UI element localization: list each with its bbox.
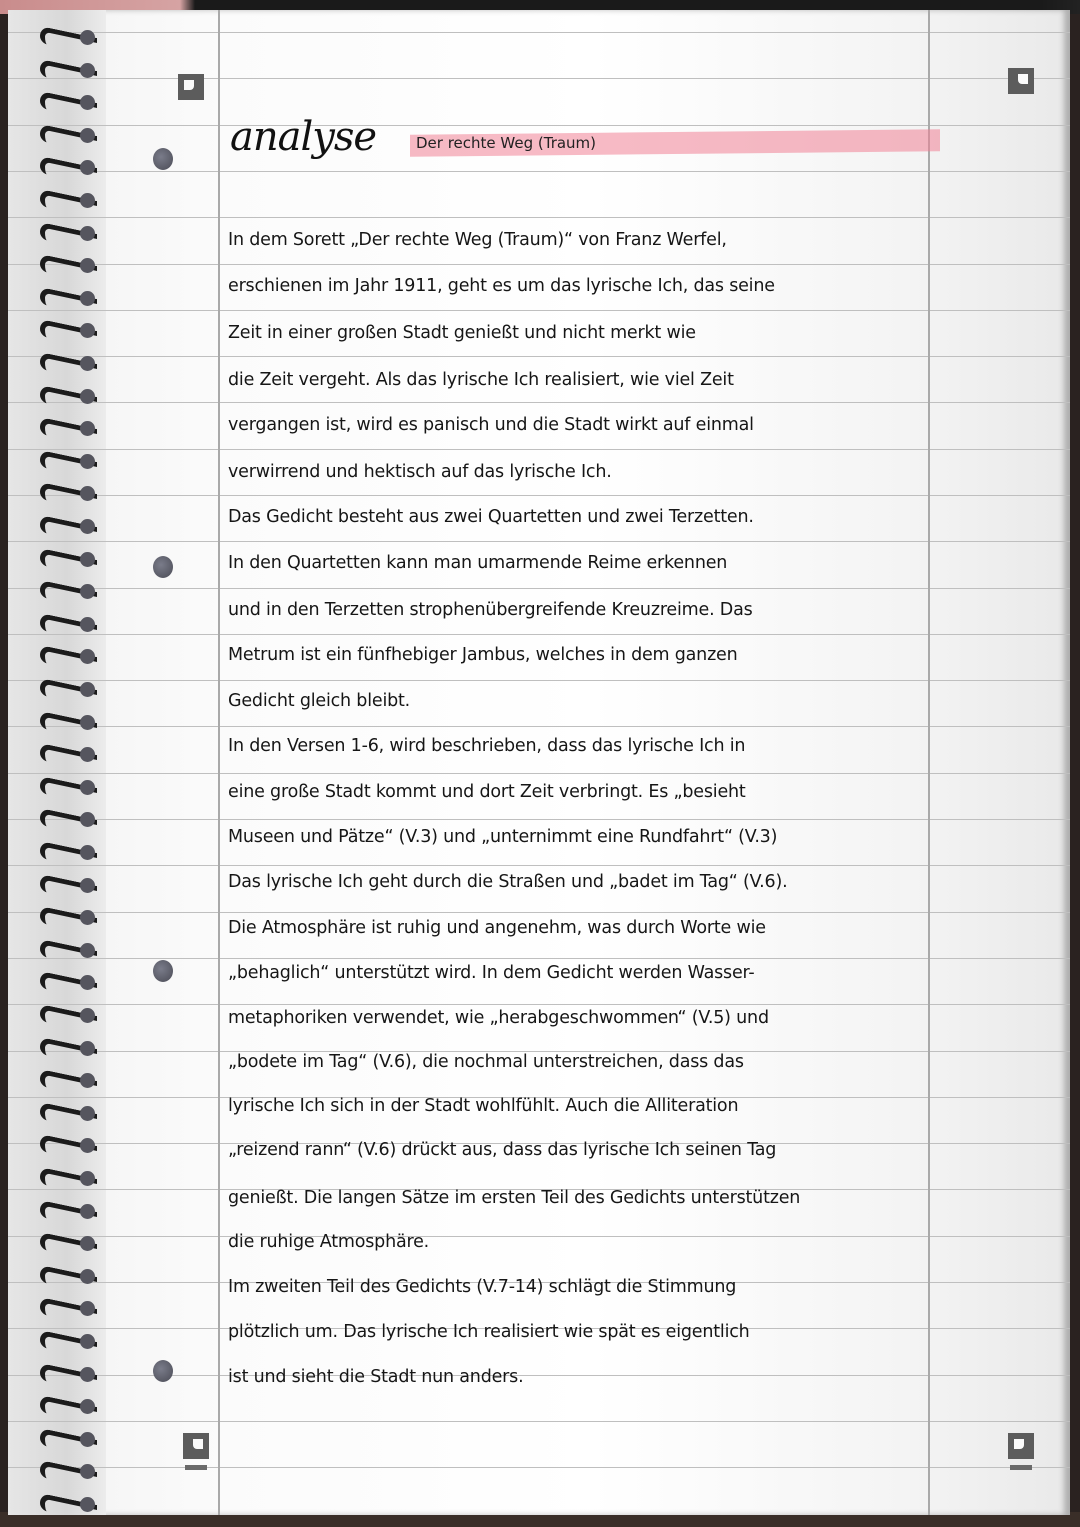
ruled-line [8, 356, 1070, 357]
ruled-line [8, 726, 1070, 727]
notebook-page [8, 10, 1070, 1515]
coil-hole [80, 1073, 95, 1088]
coil-hole [80, 193, 95, 208]
ruled-line [8, 680, 1070, 681]
coil-hole [80, 323, 95, 338]
spiral-coil-icon [36, 810, 98, 832]
margin-line-left [218, 10, 220, 1515]
corner-mark-top-right-icon [1008, 68, 1034, 94]
spiral-coil-icon [36, 908, 98, 930]
corner-mark-bottom-right-icon [1008, 1433, 1034, 1459]
ruled-line [8, 773, 1070, 774]
coil-hole [80, 1236, 95, 1251]
ruled-line [8, 1467, 1070, 1468]
spiral-coil-icon [36, 1039, 98, 1061]
corner-mark-bottom-left-icon [183, 1433, 209, 1459]
text-line: „bodete im Tag“ (V.6), die nochmal unterstreichen, dass das [228, 1052, 744, 1072]
coil-hole [80, 486, 95, 501]
spiral-coil-icon [36, 550, 98, 572]
spiral-coil-icon [36, 876, 98, 898]
coil-hole [80, 226, 95, 241]
text-line: die ruhige Atmosphäre. [228, 1232, 430, 1252]
spiral-coil-icon [36, 1462, 98, 1484]
coil-hole [80, 1041, 95, 1056]
spiral-coil-icon [36, 1365, 98, 1387]
ruled-line [8, 1421, 1070, 1422]
coil-hole [80, 1106, 95, 1121]
punch-hole-icon [153, 1360, 173, 1382]
coil-hole [80, 30, 95, 45]
coil-hole [80, 454, 95, 469]
coil-hole [80, 617, 95, 632]
punch-hole-icon [153, 556, 173, 578]
spiral-coil-icon [36, 1071, 98, 1093]
coil-hole [80, 1269, 95, 1284]
coil-hole [80, 975, 95, 990]
text-line: vergangen ist, wird es panisch und die Stadt wirkt auf einmal [228, 415, 754, 435]
spiral-coil-icon [36, 158, 98, 180]
text-line: ist und sieht die Stadt nun anders. [228, 1367, 524, 1387]
text-line: Museen und Pätze“ (V.3) und „unternimmt eine Rundfahrt“ (V.3) [228, 827, 778, 847]
punch-hole-icon [153, 148, 173, 170]
coil-hole [80, 421, 95, 436]
spiral-coil-icon [36, 289, 98, 311]
spiral-coil-icon [36, 680, 98, 702]
page-title: analyse [230, 114, 377, 160]
spiral-coil-icon [36, 713, 98, 735]
ruled-line [8, 310, 1070, 311]
spiral-coil-icon [36, 1104, 98, 1126]
coil-hole [80, 1138, 95, 1153]
ruled-line [8, 402, 1070, 403]
coil-hole [80, 747, 95, 762]
spiral-coil-icon [36, 191, 98, 213]
heading [230, 114, 940, 168]
coil-hole [80, 845, 95, 860]
coil-hole [80, 258, 95, 273]
spiral-coil-icon [36, 1397, 98, 1419]
ruled-line [8, 449, 1070, 450]
ruled-line [8, 588, 1070, 589]
coil-hole [80, 1497, 95, 1512]
coil-hole [80, 1171, 95, 1186]
ruled-line [8, 217, 1070, 218]
spiral-coil-icon [36, 1234, 98, 1256]
text-line: lyrische Ich sich in der Stadt wohlfühlt. Auch die Alliteration [228, 1096, 739, 1116]
ruled-line [8, 32, 1070, 33]
ruled-line [8, 912, 1070, 913]
spiral-coil-icon [36, 1006, 98, 1028]
text-line: metaphoriken verwendet, wie „herabgeschwommen“ (V.5) und [228, 1008, 769, 1028]
text-line: Zeit in einer großen Stadt genießt und nicht merkt wie [228, 323, 696, 343]
text-line: plötzlich um. Das lyrische Ich realisiert wie spät es eigentlich [228, 1322, 750, 1342]
ruled-line [8, 958, 1070, 959]
margin-line-right [928, 10, 930, 1515]
text-line: erschienen im Jahr 1911, geht es um das lyrische Ich, das seine [228, 276, 775, 296]
spiral-coil-icon [36, 517, 98, 539]
coil-hole [80, 63, 95, 78]
coil-hole [80, 812, 95, 827]
spiral-coil-icon [36, 778, 98, 800]
coil-hole [80, 1432, 95, 1447]
spiral-coil-icon [36, 419, 98, 441]
coil-hole [80, 160, 95, 175]
spiral-coil-icon [36, 321, 98, 343]
ruled-line [8, 541, 1070, 542]
text-line: „reizend rann“ (V.6) drückt aus, dass das lyrische Ich seinen Tag [228, 1140, 777, 1160]
spiral-coil-icon [36, 973, 98, 995]
spiral-coil-icon [36, 647, 98, 669]
text-line: „behaglich“ unterstützt wird. In dem Gedicht werden Wasser- [228, 963, 755, 983]
coil-hole [80, 389, 95, 404]
text-line: Gedicht gleich bleibt. [228, 691, 411, 711]
spiral-coil-icon [36, 28, 98, 50]
spiral-coil-icon [36, 843, 98, 865]
text-line: Metrum ist ein fünfhebiger Jambus, welches in dem ganzen [228, 645, 738, 665]
coil-hole [80, 552, 95, 567]
text-line: und in den Terzetten strophenübergreifende Kreuzreime. Das [228, 600, 753, 620]
punch-hole-icon [153, 960, 173, 982]
spiral-coil-icon [36, 1169, 98, 1191]
poem-title: Der rechte Weg (Traum) [416, 134, 597, 152]
spiral-coil-icon [36, 1332, 98, 1354]
text-line: In dem Sorett „Der rechte Weg (Traum)“ von Franz Werfel, [228, 230, 727, 250]
coil-hole [80, 878, 95, 893]
text-line: verwirrend und hektisch auf das lyrische Ich. [228, 462, 612, 482]
corner-dash-icon [1010, 1465, 1032, 1470]
text-line: genießt. Die langen Sätze im ersten Teil des Gedichts unterstützen [228, 1188, 801, 1208]
text-line: In den Versen 1-6, wird beschrieben, dass das lyrische Ich in [228, 736, 746, 756]
text-line: Im zweiten Teil des Gedichts (V.7-14) schlägt die Stimmung [228, 1277, 737, 1297]
coil-hole [80, 519, 95, 534]
coil-hole [80, 584, 95, 599]
text-line: Die Atmosphäre ist ruhig und angenehm, was durch Worte wie [228, 918, 766, 938]
spiral-coil-icon [36, 1430, 98, 1452]
text-line: eine große Stadt kommt und dort Zeit verbringt. Es „besieht [228, 782, 746, 802]
spiral-coil-icon [36, 582, 98, 604]
corner-dash-icon [185, 1465, 207, 1470]
spiral-coil-icon [36, 1495, 98, 1515]
coil-hole [80, 715, 95, 730]
ruled-line [8, 634, 1070, 635]
ruled-line [8, 171, 1070, 172]
ruled-line [8, 495, 1070, 496]
spiral-coil-icon [36, 615, 98, 637]
spiral-coil-icon [36, 1202, 98, 1224]
ruled-line [8, 1004, 1070, 1005]
ruled-line [8, 865, 1070, 866]
spiral-coil-icon [36, 484, 98, 506]
coil-hole [80, 356, 95, 371]
text-line: Das lyrische Ich geht durch die Straßen und „badet im Tag“ (V.6). [228, 872, 788, 892]
spiral-coil-icon [36, 1299, 98, 1321]
text-line: In den Quartetten kann man umarmende Reime erkennen [228, 553, 728, 573]
spiral-coil-icon [36, 61, 98, 83]
coil-hole [80, 943, 95, 958]
ruled-line [8, 819, 1070, 820]
text-line: die Zeit vergeht. Als das lyrische Ich realisiert, wie viel Zeit [228, 370, 734, 390]
coil-hole [80, 1204, 95, 1219]
text-line: Das Gedicht besteht aus zwei Quartetten und zwei Terzetten. [228, 507, 754, 527]
coil-hole [80, 128, 95, 143]
spiral-coil-icon [36, 745, 98, 767]
coil-hole [80, 1399, 95, 1414]
coil-hole [80, 1367, 95, 1382]
coil-hole [80, 1334, 95, 1349]
ruled-line [8, 78, 1070, 79]
coil-hole [80, 1008, 95, 1023]
coil-hole [80, 682, 95, 697]
spiral-coil-icon [36, 941, 98, 963]
spiral-coil-icon [36, 256, 98, 278]
coil-hole [80, 649, 95, 664]
coil-hole [80, 291, 95, 306]
ruled-line [8, 264, 1070, 265]
coil-hole [80, 780, 95, 795]
spiral-coil-icon [36, 126, 98, 148]
spiral-coil-icon [36, 452, 98, 474]
corner-mark-top-left-icon [178, 74, 204, 100]
coil-hole [80, 95, 95, 110]
spiral-coil-icon [36, 93, 98, 115]
coil-hole [80, 1301, 95, 1316]
coil-hole [80, 1464, 95, 1479]
spiral-coil-icon [36, 1136, 98, 1158]
spiral-coil-icon [36, 224, 98, 246]
spiral-coil-icon [36, 387, 98, 409]
coil-hole [80, 910, 95, 925]
spiral-coil-icon [36, 354, 98, 376]
spiral-coil-icon [36, 1267, 98, 1289]
